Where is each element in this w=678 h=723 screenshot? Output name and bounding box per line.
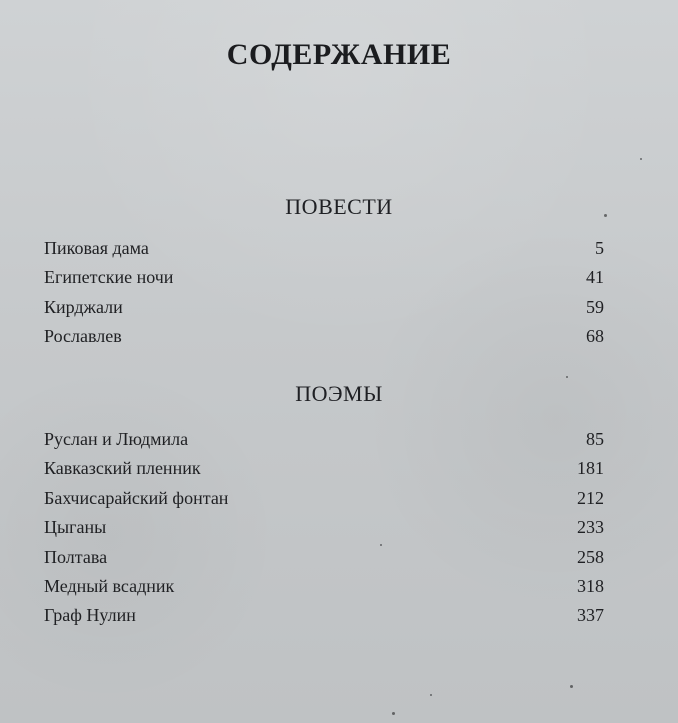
toc-entry-page: 68 xyxy=(586,326,604,347)
paper-speck xyxy=(430,694,432,696)
toc-entry-title: Кирджали xyxy=(44,296,123,317)
paper-speck xyxy=(380,544,382,546)
toc-entry-pikovaya-dama xyxy=(44,234,604,263)
toc-entry-graf-nulin xyxy=(44,601,604,630)
paper-speck xyxy=(392,712,395,715)
toc-entry-title: Граф Нулин xyxy=(44,605,136,626)
toc-entry-page: 258 xyxy=(577,546,604,567)
dot-leader xyxy=(109,532,568,533)
toc-entry-page: 318 xyxy=(577,575,604,596)
toc-entry-title: Египетские ночи xyxy=(44,267,174,288)
toc-entry-page: 41 xyxy=(586,267,604,288)
toc-entry-title: Пиковая дама xyxy=(44,238,149,258)
stories-list xyxy=(44,234,604,352)
toc-entry-page: 5 xyxy=(595,238,604,258)
dot-leader xyxy=(177,591,568,592)
toc-entry-roslavlev xyxy=(44,322,604,351)
toc-entry-page: 337 xyxy=(577,605,604,626)
dot-leader xyxy=(139,620,568,621)
toc-entry-kirdzhali xyxy=(44,293,604,322)
dot-leader xyxy=(204,473,568,474)
dot-leader xyxy=(191,444,568,445)
dot-leader xyxy=(110,562,568,563)
toc-entry-page: 233 xyxy=(577,517,604,538)
toc-entry-title: Цыганы xyxy=(44,517,107,538)
section-title-poems: ПОЭМЫ xyxy=(295,381,383,406)
toc-entry-page: 85 xyxy=(586,429,604,449)
dot-leader xyxy=(176,282,568,283)
toc-entry-mednyy-vsadnik xyxy=(44,572,604,601)
toc-entry-title: Кавказский пленник xyxy=(44,458,201,479)
paper-speck xyxy=(640,158,642,160)
toc-entry-page: 181 xyxy=(577,458,604,479)
toc-entry-title: Медный всадник xyxy=(44,575,175,596)
dot-leader xyxy=(152,253,568,254)
paper-speck xyxy=(604,214,607,217)
toc-entry-tsygany xyxy=(44,513,604,542)
toc-entry-kavkazskiy-plennik xyxy=(44,454,604,483)
paper-speck xyxy=(566,376,568,378)
dot-leader xyxy=(126,312,568,313)
toc-entry-title: Рославлев xyxy=(44,326,122,347)
dot-leader xyxy=(231,503,568,504)
toc-entry-ruslan-i-lyudmila xyxy=(44,425,604,454)
toc-entry-title: Бахчисарайский фонтан xyxy=(44,487,229,508)
toc-entry-title: Руслан и Людмила xyxy=(44,429,189,449)
contents-title: СОДЕРЖАНИЕ xyxy=(226,38,452,71)
paper-speck xyxy=(570,685,573,688)
toc-entry-title: Полтава xyxy=(44,546,108,567)
section-title-stories: ПОВЕСТИ xyxy=(285,194,393,219)
poems-list xyxy=(44,425,604,631)
toc-entry-bakhchisarayskiy-fontan xyxy=(44,484,604,513)
toc-entry-poltava xyxy=(44,543,604,572)
toc-entry-page: 59 xyxy=(586,296,604,317)
toc-entry-page: 212 xyxy=(577,487,604,508)
dot-leader xyxy=(125,341,568,342)
toc-entry-egipetskie-nochi xyxy=(44,263,604,292)
